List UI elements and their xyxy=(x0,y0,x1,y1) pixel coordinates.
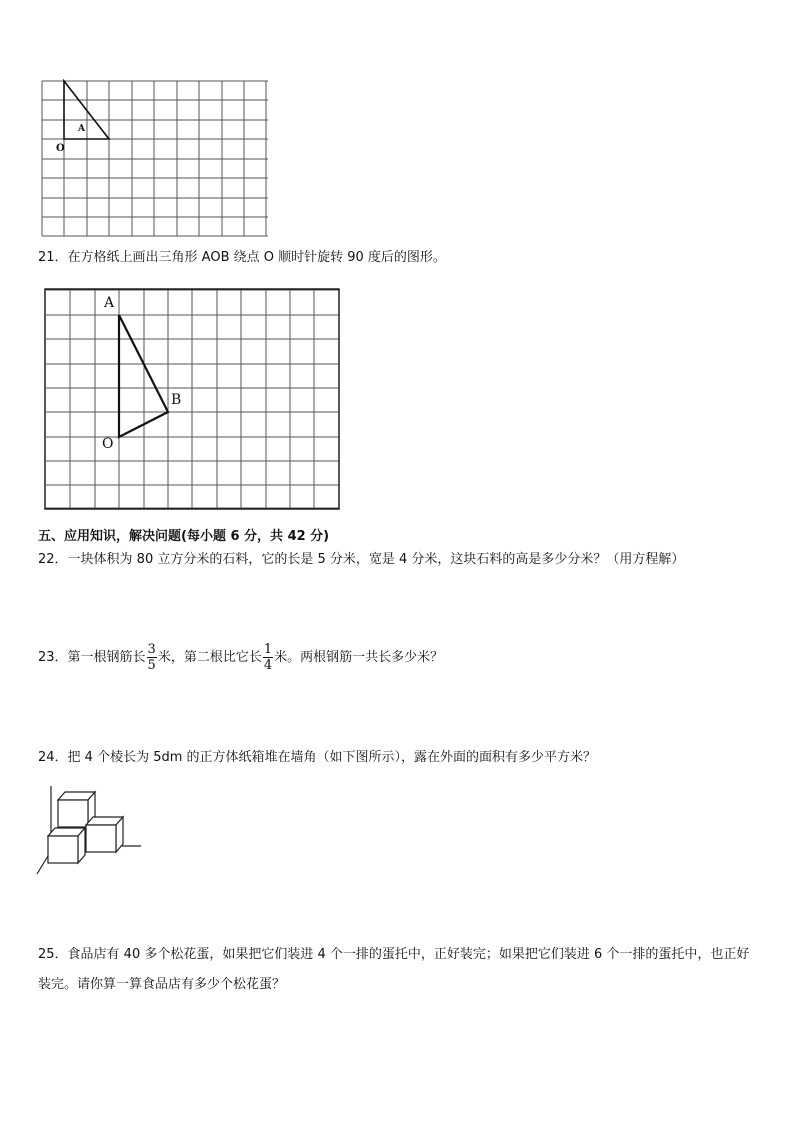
q23-fraction-2 xyxy=(263,642,273,673)
q21-label-o: O xyxy=(102,436,114,452)
question-25: 25．食品店有 40 多个松花蛋，如果把它们装进 4 个一排的蛋托中，正好装完；如果把它们装进 6 个一排的蛋托中，也正好装完。请你算一算食品店有多少个松花蛋？ xyxy=(38,947,750,992)
q23-frac2-num: 1 xyxy=(263,642,273,657)
question-24: 24．把 4 个棱长为 5dm 的正方体纸箱堆在墙角（如下图所示），露在外面的面积有多少平方米？ xyxy=(38,750,597,765)
question-21: 21．在方格纸上画出三角形 AOB 绕点 O 顺时针旋转 90 度后的图形。 xyxy=(38,250,446,265)
top-label-a: A xyxy=(78,124,85,134)
q21-label-b: B xyxy=(171,392,182,408)
q23-frac1-den: 5 xyxy=(147,658,156,673)
q24-cubes-figure xyxy=(34,786,154,886)
section-5-title: 五、应用知识，解决问题(每小题 6 分，共 42 分) xyxy=(38,529,330,544)
question-23 xyxy=(38,638,443,678)
q21-grid-figure xyxy=(42,287,342,512)
top-grid-figure xyxy=(36,76,276,241)
question-22: 22．一块体积为 80 立方分米的石料，它的长是 5 分米，宽是 4 分米，这块石料的高是多少分米？（用方程解） xyxy=(38,552,685,567)
q23-fraction-1 xyxy=(147,642,157,673)
q21-label-a: A xyxy=(104,295,115,311)
q23-frac1-num: 3 xyxy=(147,642,156,657)
q23-frac2-den: 4 xyxy=(263,658,273,673)
q23-part2: 米，第二根比它长 xyxy=(157,650,262,665)
top-label-o: O xyxy=(56,143,65,154)
q23-part1: 23．第一根钢筋长 xyxy=(38,650,146,665)
q23-part3: 米。两根钢筋一共长多少米？ xyxy=(274,650,444,665)
